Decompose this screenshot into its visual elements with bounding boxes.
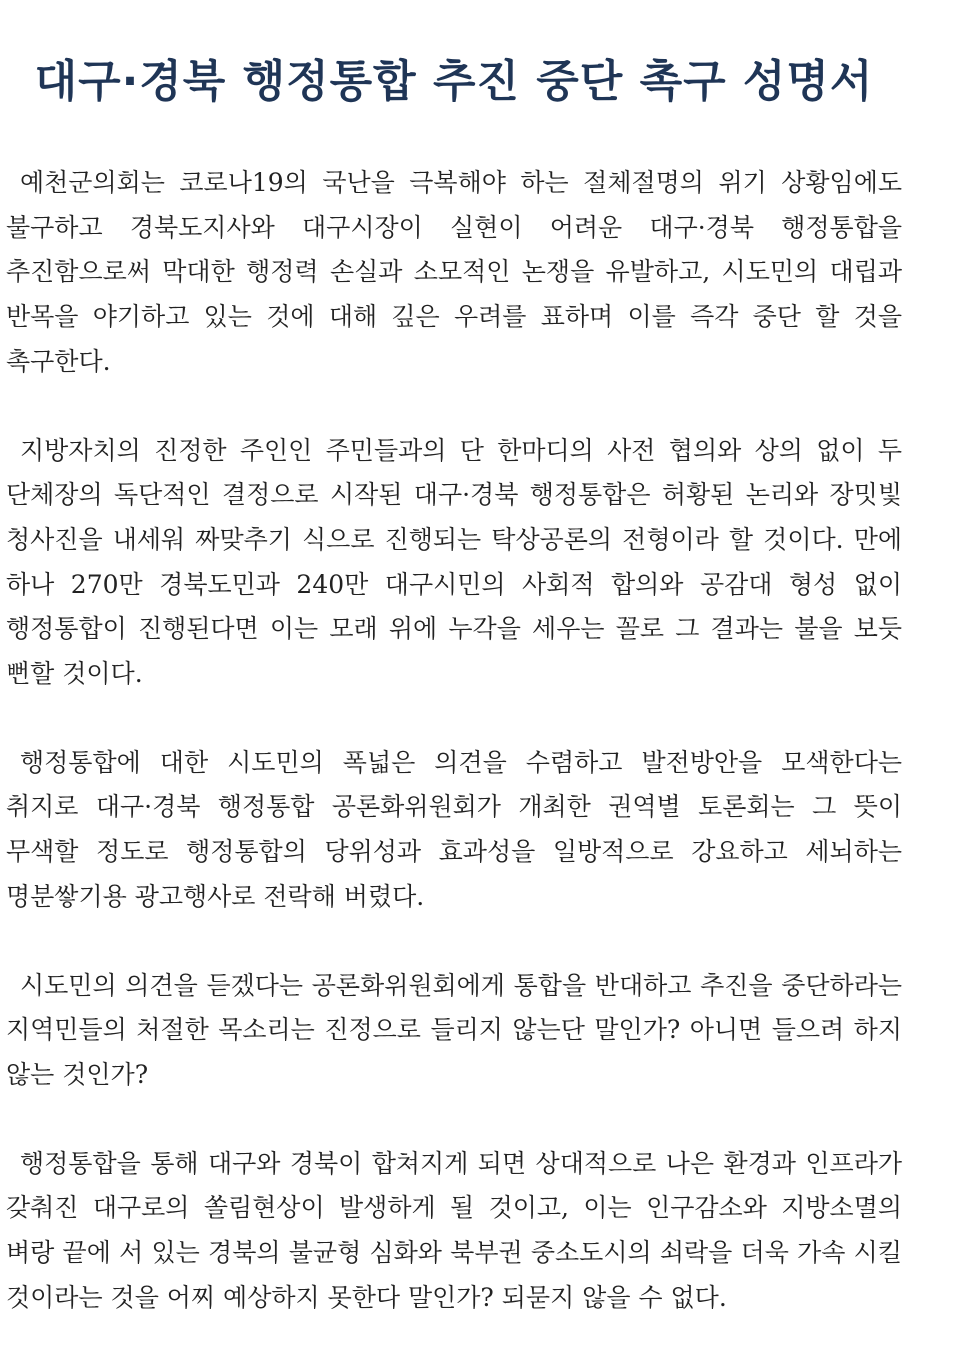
paragraph-5: 행정통합을 통해 대구와 경북이 합쳐지게 되면 상대적으로 나은 환경과 인프라가 갖춰진 대구로의 쏠림현상이 발생하게 될 것이고, 이는 인구감소와 지방소멸의 벼랑 끝에 서 있는 경북의 불균형 심화와 북부권 중소도시의 쇠락을 더욱 가속 시킬 것이라는 것을 어찌 예상하지 못한다 말인가? 되묻지 않을 수 없다.	[6, 1148, 902, 1312]
paragraph-2: 지방자치의 진정한 주인인 주민들과의 단 한마디의 사전 협의와 상의 없이 두 단체장의 독단적인 결정으로 시작된 대구·경북 행정통합은 허황된 논리와 장밋빛 청사진을 내세워 짜맞추기 식으로 진행되는 탁상공론의 전형이라 할 것이다. 만에 하나 270만 경북도민과 240만 대구시민의 사회적 합의와 공감대 형성 없이 행정통합이 진행된다면 이는 모래 위에 누각을 세우는 꼴로 그 결과는 불을 보듯 뻔할 것이다.	[6, 435, 902, 689]
paragraph-4: 시도민의 의견을 듣겠다는 공론화위원회에게 통합을 반대하고 추진을 중단하라는 지역민들의 처절한 목소리는 진정으로 들리지 않는단 말인가? 아니면 들으려 하지 않는 것인가?	[6, 970, 902, 1089]
paragraph-1: 예천군의회는 코로나19의 국난을 극복해야 하는 절체절명의 위기 상황임에도 불구하고 경북도지사와 대구시장이 실현이 어려운 대구·경북 행정통합을 추진함으로써 막대한 행정력 손실과 소모적인 논쟁을 유발하고, 시도민의 대립과 반목을 야기하고 있는 것에 대해 깊은 우려를 표하며 이를 즉각 중단 할 것을 촉구한다.	[6, 168, 902, 376]
paragraph-3: 행정통합에 대한 시도민의 폭넓은 의견을 수렴하고 발전방안을 모색한다는 취지로 대구·경북 행정통합 공론화위원회가 개최한 권역별 토론회는 그 뜻이 무색할 정도로 행정통합의 당위성과 효과성을 일방적으로 강요하고 세뇌하는 명분쌓기용 광고행사로 전락해 버렸다.	[6, 747, 902, 911]
document-body	[6, 161, 902, 1320]
document-title: 대구·경북 행정통합 추진 중단 촉구 성명서	[34, 56, 874, 107]
